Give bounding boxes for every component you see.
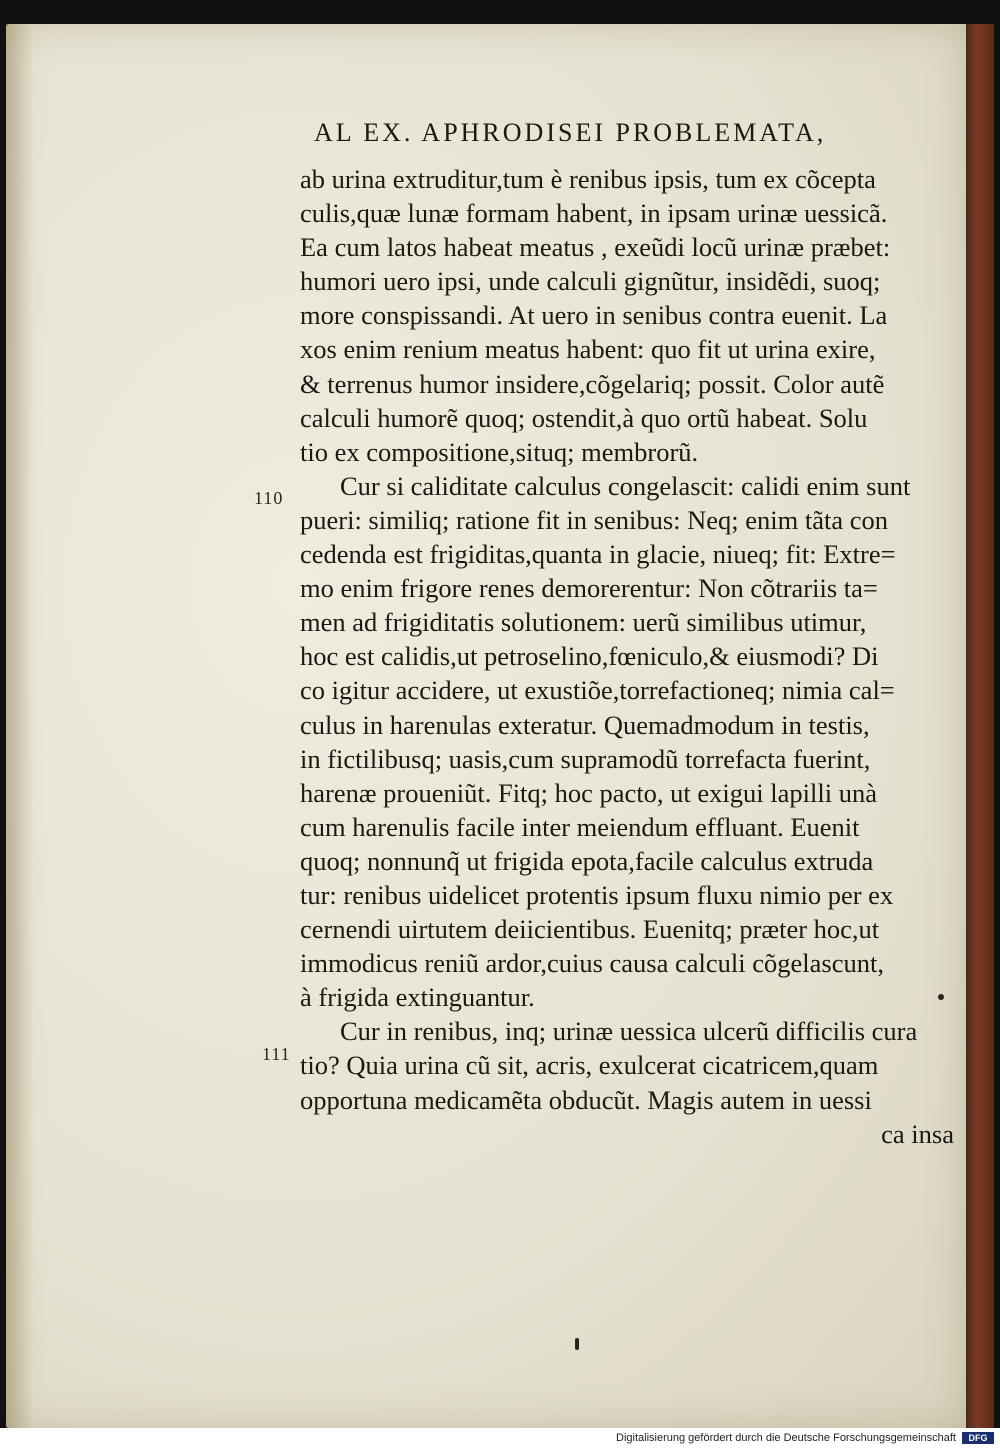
text-line: cum harenulis facile inter meiendum effluant. Euenit xyxy=(300,811,860,842)
text-line: culus in harenulas exteratur. Quemadmodum in testis, xyxy=(300,709,870,740)
text-line: immodicus reniũ ardor,cuius causa calculi cõgelascunt, xyxy=(300,948,884,979)
text-line: ab urina extruditur,tum è renibus ipsis, tum ex cõcepta xyxy=(300,164,876,194)
text-line: Cur in renibus, inq; urinæ uessica ulcerũ difficilis cura xyxy=(340,1016,918,1047)
chapter-number-110: 110 xyxy=(254,488,284,508)
dfg-logo-icon: DFG xyxy=(962,1432,994,1444)
text-line: in fictilibusq; uasis,cum supramodũ torrefacta fuerint, xyxy=(300,743,871,774)
text-block xyxy=(300,162,954,1151)
text-line: mo enim frigore renes demorerentur: Non cõtrariis ta= xyxy=(300,573,878,604)
text-line: men ad frigiditatis solutionem: uerũ similibus utimur, xyxy=(300,607,867,638)
catchword: ca insa xyxy=(881,1118,954,1149)
text-line: harenæ proueniũt. Fitq; hoc pacto, ut exigui lapilli unà xyxy=(300,777,877,808)
text-line: pueri: similiq; ratione fit in senibus: Neq; enim tãta con xyxy=(300,504,889,535)
text-line: xos enim renium meatus habent: quo fit ut urina exire, xyxy=(300,334,876,365)
text-line: culis,quæ lunæ formam habent, in ipsam urinæ uessicã. xyxy=(300,198,888,229)
digitization-footer xyxy=(0,1428,1000,1448)
text-line: cedenda est frigiditas,quanta in glacie, niueq; fit: Extre= xyxy=(300,539,896,570)
text-line: Ea cum latos habeat meatus , exeũdi locũ urinæ præbet: xyxy=(300,232,891,263)
text-line: co igitur accidere, ut exustiõe,torrefactioneq; nimia cal= xyxy=(300,675,895,706)
text-line: tio ex compositione,situq; membrorũ. xyxy=(300,436,699,467)
text-line: humori uero ipsi, unde calculi gignũtur, insidẽdi, suoq; xyxy=(300,266,881,297)
text-line: à frigida extinguantur. xyxy=(300,982,535,1013)
text-line: calculi humorẽ quoq; ostendit,à quo ortũ habeat. Solu xyxy=(300,402,868,433)
text-line: cernendi uirtutem deiicientibus. Euenitq; præter hoc,ut xyxy=(300,914,880,945)
text-line: Cur si caliditate calculus congelascit: calidi enim sunt xyxy=(340,470,911,501)
text-line: opportuna medicamẽta obducũt. Magis autem in uessi xyxy=(300,1084,872,1115)
ink-speck xyxy=(938,994,944,1000)
text-line: hoc est calidis,ut petroselino,fœniculo,& eiusmodi? Di xyxy=(300,641,879,672)
gutter-shadow xyxy=(6,24,34,1428)
text-line: more conspissandi. At uero in senibus contra euenit. La xyxy=(300,300,888,331)
footer-text: Digitalisierung gefördert durch die Deutsche Forschungsgemeinschaft xyxy=(616,1432,956,1444)
book-edge xyxy=(966,24,994,1428)
text-line: tur: renibus uidelicet protentis ipsum fluxu nimio per ex xyxy=(300,879,894,910)
text-line: tio? Quia urina cũ sit, acris, exulcerat cicatricem,quam xyxy=(300,1050,879,1081)
text-line: quoq; nonnunq̃ ut frigida epota,facile calculus extruda xyxy=(300,845,874,876)
text-line: & terrenus humor insidere,cõgelariq; possit. Color autẽ xyxy=(300,368,885,399)
running-head: AL EX. APHRODISEI PROBLEMATA, xyxy=(314,118,827,147)
ink-speck xyxy=(575,1338,579,1350)
chapter-number-111: 111 xyxy=(262,1044,291,1064)
